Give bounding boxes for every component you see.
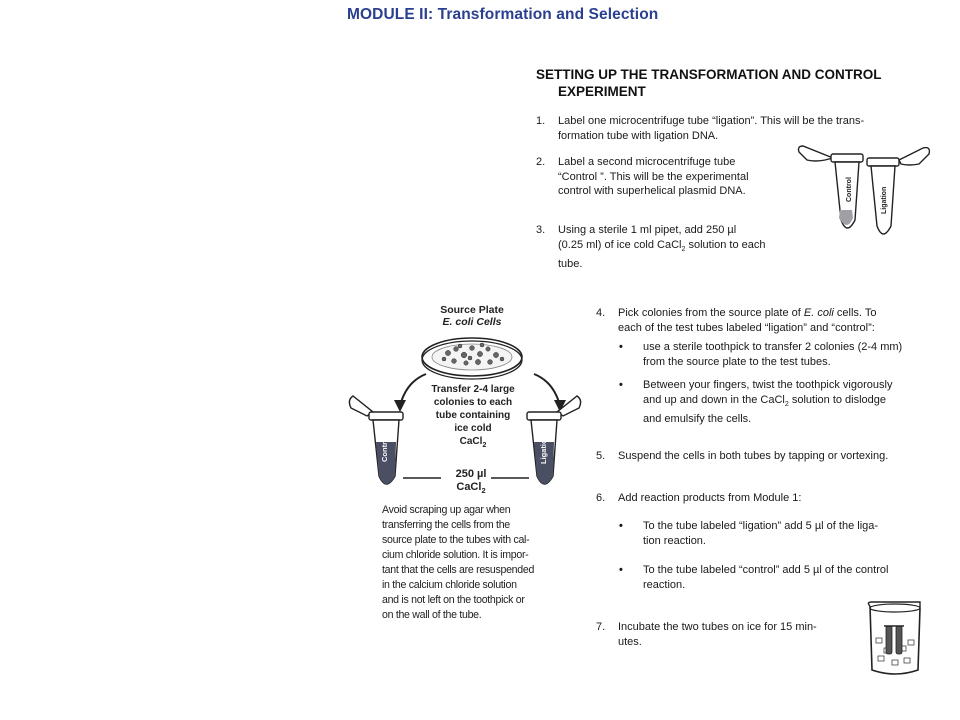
ligation-tube-icon	[527, 396, 581, 484]
volume-value: 250 µl	[455, 468, 487, 480]
control-tube-icon	[799, 146, 864, 228]
step-6	[596, 491, 936, 507]
control-tube-icon	[349, 396, 403, 484]
transfer-line: colonies to each	[433, 397, 513, 408]
ice-beaker-icon	[864, 598, 926, 680]
bullet-line: reaction.	[643, 578, 686, 591]
step-line: “Control ”. This will be the experimental	[558, 170, 749, 183]
step-4-bullet-2	[619, 378, 939, 426]
step-line: formation tube with ligation DNA.	[558, 129, 719, 142]
step-number: 5.	[596, 450, 606, 462]
transfer-line: Transfer 2-4 large	[431, 384, 515, 395]
step-text	[558, 114, 864, 143]
section-heading	[536, 66, 916, 100]
step-line: Suspend the cells in both tubes by tapping or vortexing.	[618, 450, 889, 462]
step-7	[596, 620, 866, 650]
caption-line: and is not left on the toothpick or	[382, 594, 525, 606]
tubes-illustration	[795, 140, 945, 250]
bullet-icon: •	[619, 564, 623, 576]
caption-line: transferring the cells from the	[382, 519, 510, 531]
step-5	[596, 449, 936, 465]
step-number: 3.	[536, 224, 546, 236]
caption-line: on the wall of the tube.	[382, 609, 482, 621]
figure-caption	[382, 503, 568, 623]
step-line: tube.	[558, 258, 583, 271]
section-heading-line1: SETTING UP THE TRANSFORMATION AND CONTROL	[536, 67, 882, 82]
transfer-line: ice cold	[454, 423, 492, 434]
caption-line: in the calcium chloride solution	[382, 579, 517, 591]
step-text	[558, 223, 766, 272]
step-4	[596, 306, 936, 336]
step-line: Label one microcentrifuge tube “ligation”. This will be the trans-	[558, 115, 865, 127]
module-title: MODULE II: Transformation and Selection	[347, 6, 659, 23]
bullet-line: tion reaction.	[643, 534, 706, 547]
step-line: cells. To	[833, 307, 877, 319]
caption-line: cium chloride solution. It is impor-	[382, 549, 529, 561]
step-6-bullet-2	[619, 563, 939, 593]
ligation-tube-icon	[867, 148, 929, 234]
volume-cacl2: CaCl	[456, 481, 482, 493]
step-number: 2.	[536, 156, 546, 168]
plate-title-line2: E. coli Cells	[442, 316, 502, 328]
step-line: each of the test tubes labeled “ligation” and “control”:	[618, 321, 875, 334]
tube-label: Control	[846, 177, 853, 202]
step-line: Label a second microcentrifuge tube	[558, 156, 736, 168]
subscript: 2	[784, 400, 789, 408]
bullet-icon: •	[619, 379, 623, 391]
step-line: solution to each	[685, 238, 766, 251]
step-line: control with superhelical plasmid DNA.	[558, 185, 746, 197]
step-number: 7.	[596, 621, 606, 633]
bullet-icon: •	[619, 341, 623, 353]
caption-line: Avoid scraping up agar when	[382, 504, 511, 516]
step-line: Incubate the two tubes on ice for 15 min-	[618, 621, 817, 633]
step-text	[618, 306, 876, 335]
bullet-icon: •	[619, 520, 623, 532]
step-6-bullet-1	[619, 519, 939, 549]
bullet-line: To the tube labeled “control” add 5 µl of the control	[643, 564, 889, 576]
subscript: 2	[481, 486, 486, 496]
step-line: (0.25 ml) of ice cold CaCl	[558, 238, 682, 251]
bullet-line: and up and down in the CaCl	[643, 393, 785, 406]
tube-label: Control	[380, 435, 389, 462]
step-text	[558, 155, 749, 199]
subscript: 2	[482, 442, 487, 449]
bullet-text	[643, 519, 878, 548]
volume-label	[441, 468, 501, 497]
step-line-italic: E. coli	[803, 307, 834, 319]
step-text	[618, 620, 817, 649]
step-number: 1.	[536, 115, 546, 127]
step-number: 6.	[596, 492, 606, 504]
bullet-text	[643, 340, 902, 369]
plate-title-line1: Source Plate	[440, 304, 504, 316]
caption-line: source plate to the tubes with cal-	[382, 534, 530, 546]
section-heading-line2: EXPERIMENT	[558, 84, 646, 99]
step-number: 4.	[596, 307, 606, 319]
bullet-line: solution to dislodge	[788, 393, 887, 406]
tube-label: Ligation	[881, 186, 888, 214]
bullet-line: To the tube labeled “ligation” add 5 µl of the liga-	[643, 520, 879, 532]
subscript: 2	[681, 245, 686, 253]
step-2	[536, 155, 796, 200]
bullet-text	[643, 563, 888, 592]
step-line: Pick colonies from the source plate of	[618, 307, 804, 319]
plate-title	[420, 304, 524, 328]
cacl2-label: CaCl	[459, 436, 483, 447]
transfer-line: tube containing	[435, 410, 511, 421]
tube-label: Ligation	[539, 434, 548, 464]
bullet-line: Between your fingers, twist the toothpick vigorously	[643, 379, 893, 391]
bullet-line: use a sterile toothpick to transfer 2 colonies (2-4 mm)	[643, 341, 903, 353]
caption-line: tant that the cells are resuspended	[382, 564, 535, 576]
bullet-line: from the source plate to the test tubes.	[643, 355, 831, 368]
step-line: utes.	[618, 635, 642, 648]
step-line: Add reaction products from Module 1:	[618, 492, 802, 504]
step-3	[536, 223, 796, 271]
bullet-line: and emulsify the cells.	[643, 413, 752, 426]
bullet-text	[643, 378, 892, 427]
step-line: Using a sterile 1 ml pipet, add 250 µl	[558, 224, 737, 236]
step-4-bullet-1	[619, 340, 939, 370]
